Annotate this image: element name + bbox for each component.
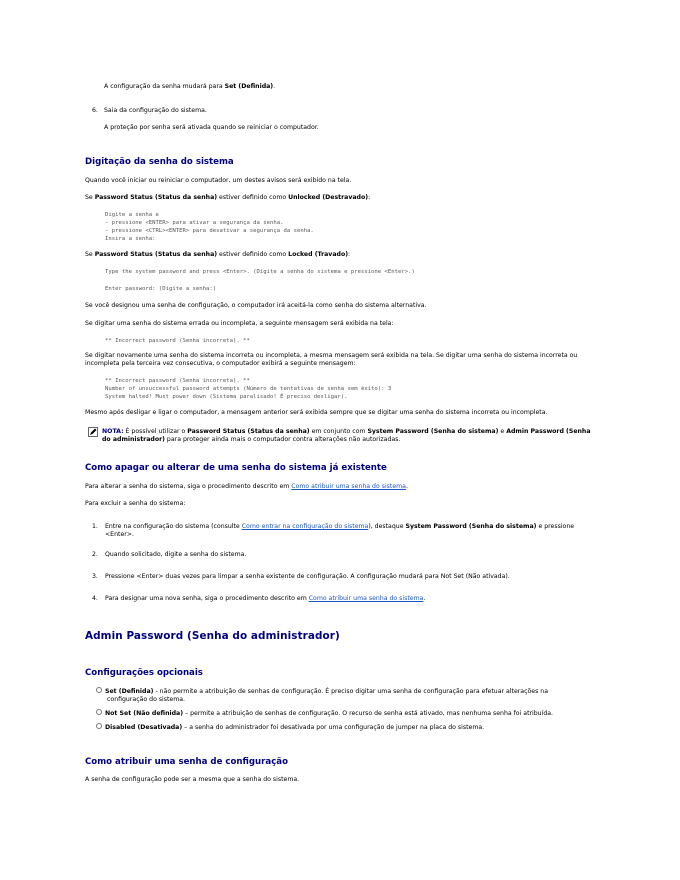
bullet-item-not-set: Not Set (Não definida) – permite a atribuição de senhas de configuração. O recurso de senha está ativado, mas nenhuma senha foi atribuída.: [96, 709, 553, 718]
paragraph: Quando você iniciar ou reiniciar o computador, um destes avisos será exibido na tela.: [85, 177, 352, 184]
code-line: ** Incorrect password (Senha incorreta). **: [105, 378, 250, 384]
bullet-icon: [96, 709, 102, 715]
paragraph: Para excluir a senha do sistema:: [85, 500, 186, 507]
section-heading-change-password: Como apagar ou alterar de uma senha do sistema já existente: [85, 463, 387, 473]
code-line: System halted! Must power down (Sistema paralisado! É preciso desligar).: [105, 394, 348, 401]
section-heading-assign-setup-password: Como atribuir uma senha de configuração: [85, 757, 288, 767]
code-line: Enter password: (Digite a senha:): [105, 286, 217, 292]
note-pencil-icon: [88, 427, 98, 437]
bullet-item-disabled: Disabled (Desativada) – a senha do administrador foi desativada por uma configuração de jumper na placa do sistema.: [96, 723, 484, 732]
section-heading-enter-password: Digitação da senha do sistema: [85, 157, 234, 167]
setting-change-text: A configuração da senha mudará para Set (Definida).: [104, 83, 276, 90]
step-6-subtext: A proteção por senha será ativada quando se reiniciar o computador.: [104, 124, 319, 131]
paragraph-change: Para alterar a senha do sistema, siga o procedimento descrito em Como atribuir uma senha do sistema.: [85, 483, 408, 490]
code-block-halted: [105, 377, 391, 401]
step-6-text: Saia da configuração do sistema.: [104, 107, 207, 114]
code-line: ** Incorrect password (Senha incorreta). **: [105, 338, 250, 344]
code-line: Insira a senha:: [105, 236, 156, 243]
paragraph: Se digitar uma senha do sistema errada ou incompleta, a seguinte mensagem será exibida na tela:: [85, 320, 394, 327]
code-line: Number of unsuccessful password attempts (Número de tentativas de senha sem êxito): 3: [105, 386, 392, 393]
step-4-text: Para designar uma nova senha, siga o procedimento descrito em Como atribuir uma senha do sistema.: [105, 595, 426, 602]
step-number: 3.: [92, 573, 98, 580]
step-number: 6.: [92, 107, 98, 114]
link-assign-system-password[interactable]: Como atribuir uma senha do sistema: [291, 483, 406, 490]
link-enter-setup[interactable]: Como entrar na configuração do sistema: [241, 523, 369, 530]
section-heading-optional-settings: Configurações opcionais: [85, 668, 203, 678]
paragraph-unlocked: Se Password Status (Status da senha) estiver definido como Unlocked (Destravado):: [85, 194, 371, 201]
note-text: NOTA: É possível utilizar o Password Status (Status da senha) em conjunto com System Password (Senha do sistema) e Admin Password (Senha do administrador) para proteger ainda mais o computador contra alterações não autorizadas.: [102, 428, 591, 444]
bullet-icon: [96, 723, 102, 729]
code-line: Type the system password and press <Enter>. (Digite a senha do sistema e pressione <Enter>.): [105, 269, 415, 275]
code-block-unlocked: [105, 211, 314, 243]
paragraph-third-attempt: Se digitar novamente uma senha do sistema incorreta ou incompleta, a mesma mensagem será exibida na tela. Se digitar uma senha do sistema incorreta ou incompleta pela terceira vez consecutiva, o computador exibirá a seguinte mensagem:: [85, 352, 578, 368]
code-line: - pressione <CTRL><ENTER> para desativar a segurança da senha.: [105, 228, 314, 235]
paragraph: Mesmo após desligar e ligar o computador, a mensagem anterior será exibida sempre que se digitar uma senha do sistema incorreta ou incompleta.: [85, 409, 548, 416]
step-number: 2.: [92, 551, 98, 558]
bullet-item-set: Set (Definida) - não permite a atribuição de senhas de configuração. É preciso digitar uma senha de configuração para efetuar alterações na configuração do sistema.: [96, 687, 548, 705]
step-number: 4.: [92, 595, 98, 602]
step-2-text: Quando solicitado, digite a senha do sistema.: [105, 551, 247, 558]
code-line: - pressione <ENTER> para ativar a segurança da senha.: [105, 220, 284, 227]
link-assign-system-password[interactable]: Como atribuir uma senha do sistema: [308, 595, 424, 602]
bullet-icon: [96, 687, 102, 693]
code-line: Digite a senha e: [105, 212, 159, 218]
step-number: 1.: [92, 523, 98, 530]
paragraph-locked: Se Password Status (Status da senha) estiver definido como Locked (Travado):: [85, 251, 351, 258]
page-title-admin-password: Admin Password (Senha do administrador): [85, 630, 340, 642]
paragraph: Se você designou uma senha de configuração, o computador irá aceitá-la como senha do sistema alternativa.: [85, 302, 427, 309]
paragraph: A senha de configuração pode ser a mesma que a senha do sistema.: [85, 776, 300, 783]
step-3-text: Pressione <Enter> duas vezes para limpar a senha existente de configuração. A configuração mudará para Not Set (Não ativada).: [105, 573, 510, 580]
step-1-text: Entre na configuração do sistema (consulte Como entrar na configuração do sistema), destaque System Password (Senha do sistema) e pressione <Enter>.: [105, 523, 575, 539]
